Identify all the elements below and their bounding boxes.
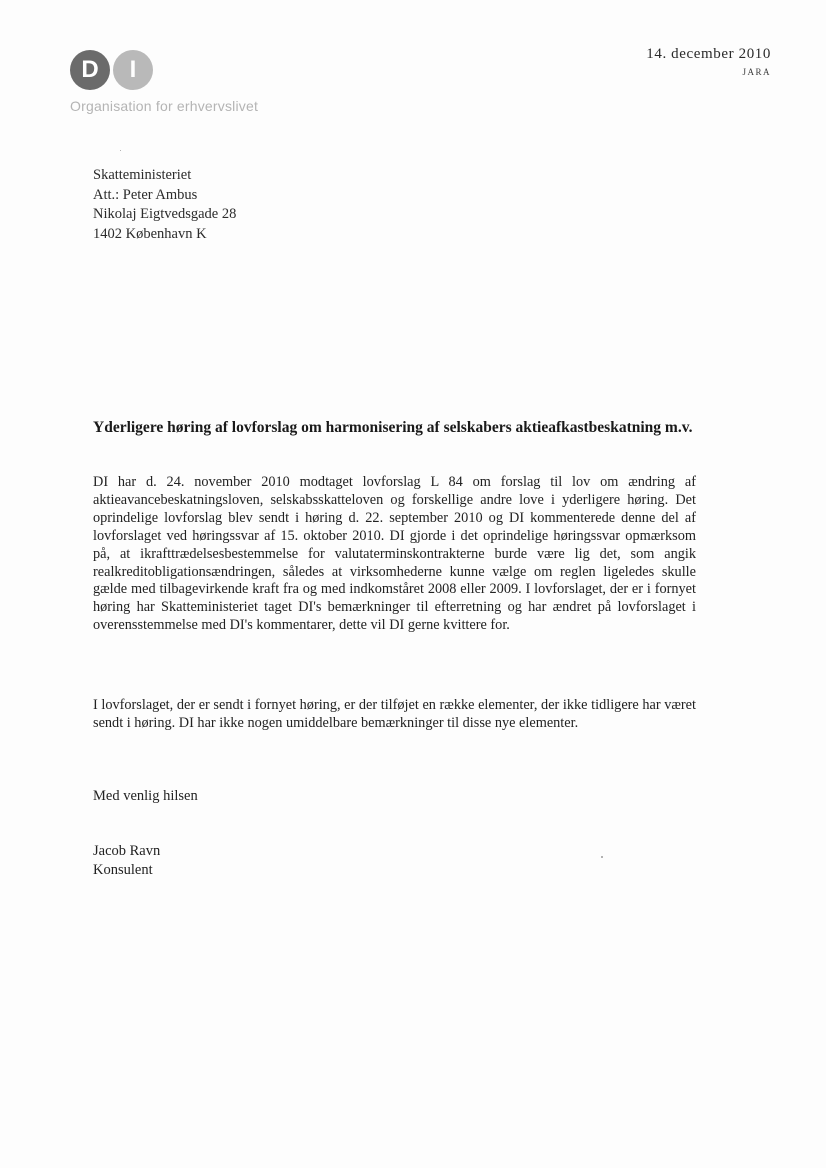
logo-i-circle: I xyxy=(113,50,153,90)
author-initials: JARA xyxy=(742,67,771,77)
address-line: Skatteministeriet xyxy=(93,167,192,183)
letter-subject: Yderligere høring af lovforslag om harmonisering af selskabers aktieafkastbeskatning m.v. xyxy=(93,419,693,436)
letter-date: 14. december 2010 xyxy=(646,46,771,62)
signature-block xyxy=(93,842,160,880)
recipient-address xyxy=(93,166,236,244)
logo-tagline: Organisation for erhvervslivet xyxy=(70,98,259,114)
logo-d-circle: D xyxy=(70,50,110,90)
di-logo xyxy=(70,50,170,90)
address-line: Nikolaj Eigtvedsgade 28 xyxy=(93,206,237,222)
signer-title: Konsulent xyxy=(93,862,153,878)
address-line: Att.: Peter Ambus xyxy=(93,186,198,203)
body-paragraph: DI har d. 24. november 2010 modtaget lovforslag L 84 om forslag til lov om ændring af aktieavancebeskatningsloven, selskabsskatteloven og forskellige andre love i yderligere høring. Det oprindelige lovforslag blev sendt i høring d. 22. september 2010 og DI kommenterede denne del af lovforslaget ved høringssvar af 15. oktober 2010. DI gjorde i det oprindelige høringssvar opmærksom på, at ikrafttrædelsesbestemmelse for valutaterminskontrakterne burde være lig det, som angik realkreditobligationsændringen, således at virksomhederne kunne vælge om reglen ligeledes skulle gælde med tilbagevirkende kraft fra og med indkomståret 2008 eller 2009. I lovforslaget, der er i fornyet høring har Skatteministeriet taget DI's bemærkninger til efterretning og har ændret på lovforslaget i overensstemmelse med DI's kommentarer, dette vil DI gerne kvittere for. xyxy=(93,474,696,634)
address-line: 1402 København K xyxy=(93,225,207,242)
scan-speck xyxy=(120,150,121,151)
scan-speck xyxy=(601,856,603,858)
closing-salutation: Med venlig hilsen xyxy=(93,788,198,804)
body-paragraph: I lovforslaget, der er sendt i fornyet høring, er der tilføjet en række elementer, der ikke tidligere har været sendt i høring. DI har ikke nogen umiddelbare bemærkninger til disse nye elementer. xyxy=(93,697,696,731)
signer-name: Jacob Ravn xyxy=(93,843,161,859)
